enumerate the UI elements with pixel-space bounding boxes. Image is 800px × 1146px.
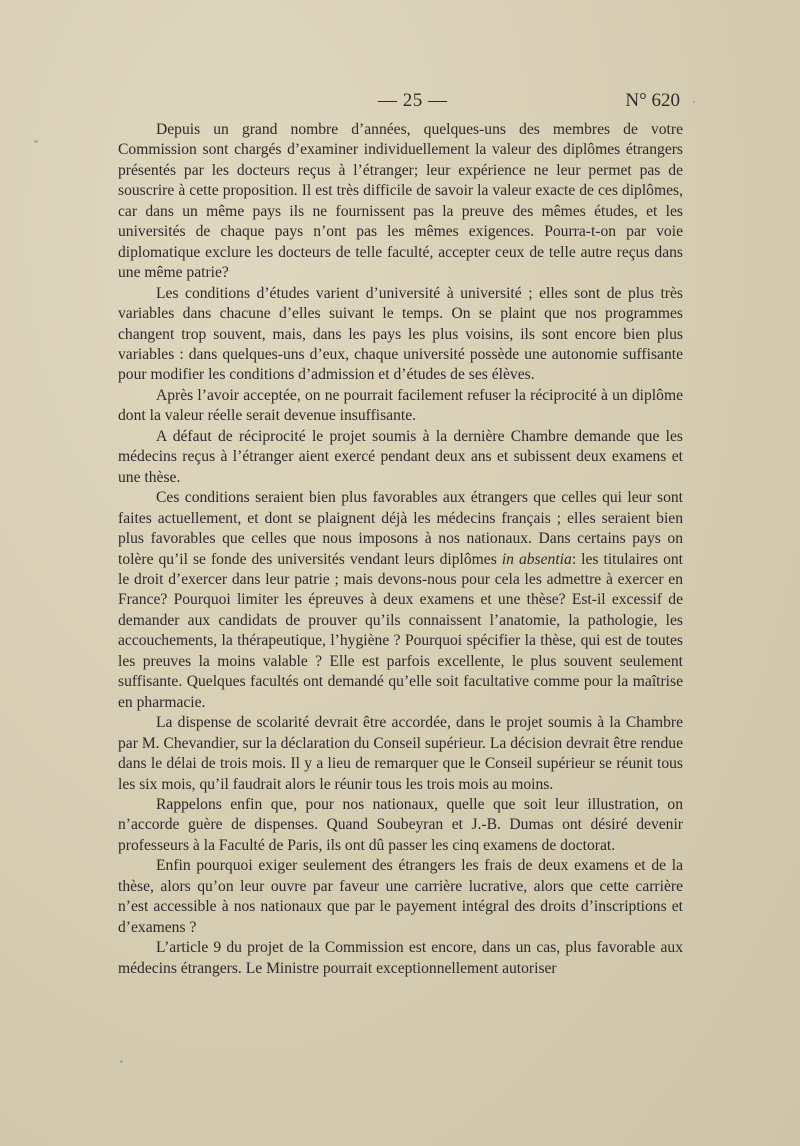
paragraph-frais: Enfin pourquoi exiger seulement des étrangers les frais de deux examens et de la thèse, alors qu’on leur ouvre par faveur une carrière lucrative, alors que cette carrière n’est accessible à nos nationaux que par le payement intégral des droits d’inscriptions et d’examens ? [118,857,683,936]
paragraph-projet-chambre: A défaut de réciprocité le projet soumis à la dernière Chambre demande que les médecins reçus à l’étranger aient exercé pendant deux ans et subissent deux examens et une thèse. [118,427,683,486]
paragraph-conditions-part-2: : les titulaires ont le droit d’exercer dans leur patrie ; mais devons-nous pour cela les admettre à exercer en France? Pourquoi limiter les épreuves à deux examens et une thèse? Est-il excessif de demander aux candidats de prouver qu’ils connaissent l’anatomie, la pathologie, les accouchements, la thérapeutique, l’hygiène ? Pourquoi spécifier la thèse, qui est de toutes les preuves la moins valable ? Elle est parfois excellente, le plus souvent seulement suffisante. Quelques facultés ont demandé qu’elle soit facultative comme pour la maîtrise en pharmacie. [118,550,684,711]
paragraph-article-9: L’article 9 du projet de la Commission est encore, dans un cas, plus favorable aux médecins étrangers. Le Ministre pourrait exceptionnellement autoriser [118,939,683,977]
paper-speck [693,101,695,103]
page-header [118,90,680,116]
latin-phrase: in absentia [501,550,572,568]
paper-speck [120,1060,123,1063]
paper-speck [34,140,38,143]
paragraph-dispense-scolarite: La dispense de scolarité devrait être accordée, dans le projet soumis à la Chambre par M. Chevandier, sur la déclaration du Conseil supérieur. La décision devrait être rendue dans le délai de trois mois. Il y a lieu de remarquer que le Conseil supérieur se réunit tous les six mois, qu’il faudrait alors le réunir tous les trois mois au moins. [118,714,683,793]
paragraph-conditions-etudes: Les conditions d’études varient d’université à université ; elles sont de plus très variables dans chacune d’elles suivant le temps. On se plaint que nos programmes changent trop souvent, mais, dans les pays les plus voisins, ils sont encore bien plus variables : dans quelques-uns d’eux, chaque université possède une autonomie suffisante pour modifier les conditions d’admission et d’études de ses élèves. [118,284,683,384]
paragraph-reciprocite: Après l’avoir acceptée, on ne pourrait facilement refuser la réciprocité à un diplôme dont la valeur réelle serait devenue insuffisante. [118,386,683,425]
paragraph-nationaux: Rappelons enfin que, pour nos nationaux, quelle que soit leur illustration, on n’accorde guère de dispenses. Quand Soubeyran et J.-B. Dumas ont désiré devenir professeurs à la Faculté de Paris, ils ont dû passer les cinq examens de doctorat. [118,795,683,854]
document-number: N° 620 [625,90,680,111]
paragraph-conditions-part-1: Ces conditions seraient bien plus favorables aux étrangers que celles qui leur sont faites actuellement, et dont se plaignent déjà les médecins français ; elles seraient bien plus favorables que celles que nous imposons à nos nationaux. Dans certains pays on tolère qu’il se fonde des universités vendant leurs diplômes [118,489,683,568]
paragraph-diplomes: Depuis un grand nombre d’années, quelques-uns des membres de votre Commission sont chargés d’examiner individuellement la valeur des diplômes étrangers présentés par les docteurs reçus à l’étranger; leur expérience ne leur permet pas de souscrire à cette proposition. Il est très difficile de savoir la valeur exacte de ces diplômes, car dans un même pays ils ne fournissent pas la preuve des mêmes études, et les universités de chaque pays n’ont pas les mêmes exigences. Pourra-t-on par voie diplomatique exclure les docteurs de telle faculté, accepter ceux de telle autre reçus dans une même patrie? [118,121,683,282]
paragraph-conditions-favorables [118,488,683,713]
page-number: — 25 — [378,90,448,111]
body-text [118,120,683,979]
